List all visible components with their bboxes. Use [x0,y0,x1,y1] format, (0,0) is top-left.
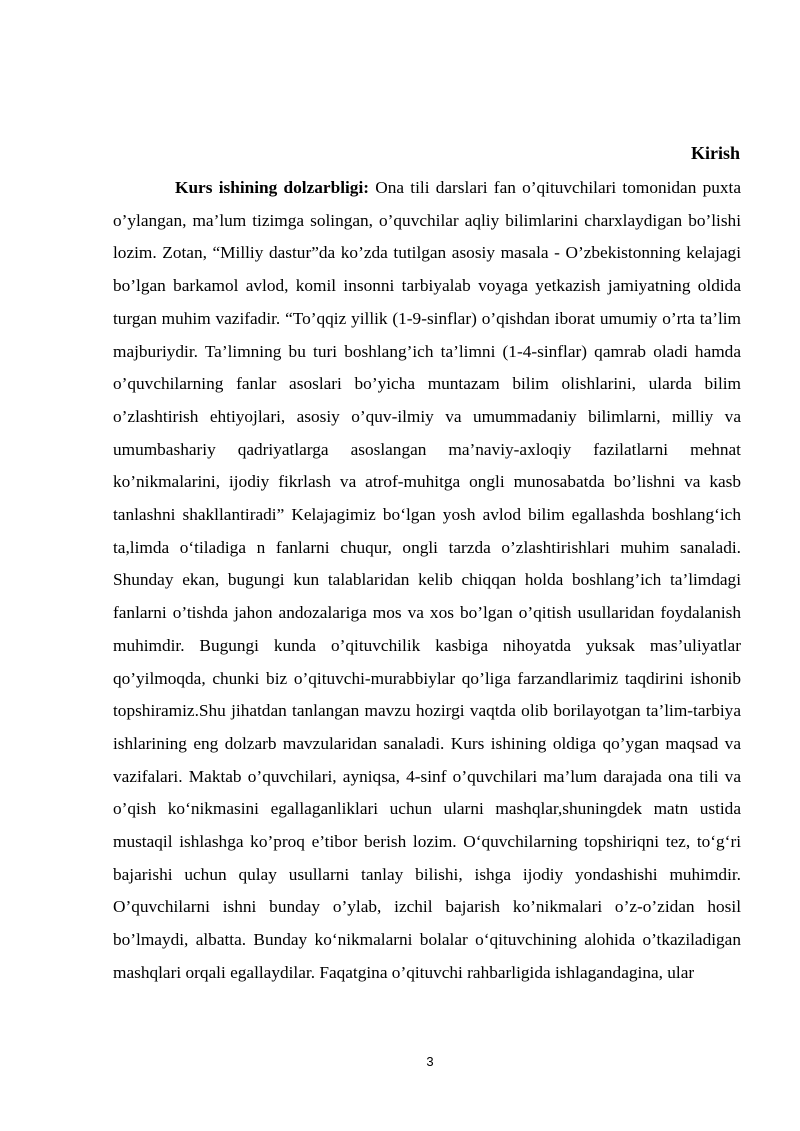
page-number: 3 [426,1054,434,1069]
body-paragraph [113,172,741,990]
lead-label: Kurs ishining dolzarbligi: [175,178,369,197]
paragraph-text: Ona tili darslari fan o’qituvchilari tomonidan puxta o’ylangan, ma’lum tizimga solingan, o’quvchilar aqliy bilimlarini charxlaydigan bo’lishi lozim. Zotan, “Milliy dastur”da ko’zda tutilgan asosiy masala - O’zbekistonning kelajagi bo’lgan barkamol avlod, komil insonni tarbiyalab voyaga yetkazish jamiyatning oldida turgan muhim vazifadir. “To’qqiz yillik (1-9-sinflar) o’qishdan iborat umumiy o’rta ta’lim majburiydir. Ta’limning bu turi boshlang’ich ta’limni (1-4-sinflar) qamrab oladi hamda o’quvchilarning fanlar asoslari bo’yicha muntazam bilim olishlarini, ularda bilim o’zlashtirish ehtiyojlari, asosiy o’quv-ilmiy va umummadaniy bilimlarni, milliy va umumbashariy qadriyatlarga asoslangan ma’naviy-axloqiy fazilatlarni mehnat ko’nikmalarini, ijodiy fikrlash va atrof-muhitga ongli munosabatda bo’lishni va kasb tanlashni shakllantiradi” Kelajagimiz bo‘lgan yosh avlod bilim egallashda boshlang‘ich ta,limda o‘tiladiga n fanlarni chuqur, ongli tarzda o’zlashtirishlari muhim sanaladi. Shunday ekan, bugungi kun talablaridan kelib chiqqan holda boshlang’ich ta’limdagi fanlarni o’tishda jahon andozalariga mos va xos bo’lgan o’qitish usullaridan foydalanish muhimdir. Bugungi kunda o’qituvchilik kasbiga nihoyatda yuksak mas’uliyatlar qo’yilmoqda, chunki biz o’qituvchi-murabbiylar qo’liga farzandlarimiz taqdirini ishonib topshiramiz.Shu jihatdan tanlangan mavzu hozirgi vaqtda olib borilayotgan ta’lim-tarbiya ishlarining eng dolzarb mavzularidan sanaladi. Kurs ishining oldiga qo’ygan maqsad va vazifalari. Maktab o’quvchilari, ayniqsa, 4-sinf o’quvchilari ma’lum darajada ona tili va o’qish ko‘nikmasini egallaganliklari uchun ularni mashqlar,shuningdek matn ustida mustaqil ishlashga ko’proq e’tibor berish lozim. O‘quvchilarning topshiriqni tez, to‘g‘ri bajarishi uchun qulay usullarni tanlay bilishi, ishga ijodiy yondashishi muhimdir. O’quvchilarni ishni bunday o’ylab, izchil bajarish ko’nikmalari o’z-o’zidan hosil bo’lmaydi, albatta. Bunday ko‘nikmalarni bolalar o‘qituvchining alohida o’tkaziladigan mashqlari orqali egallaydilar. Faqatgina o’qituvchi rahbarligida ishlagandagina, ular [113,178,741,982]
section-heading: Kirish [690,143,740,163]
